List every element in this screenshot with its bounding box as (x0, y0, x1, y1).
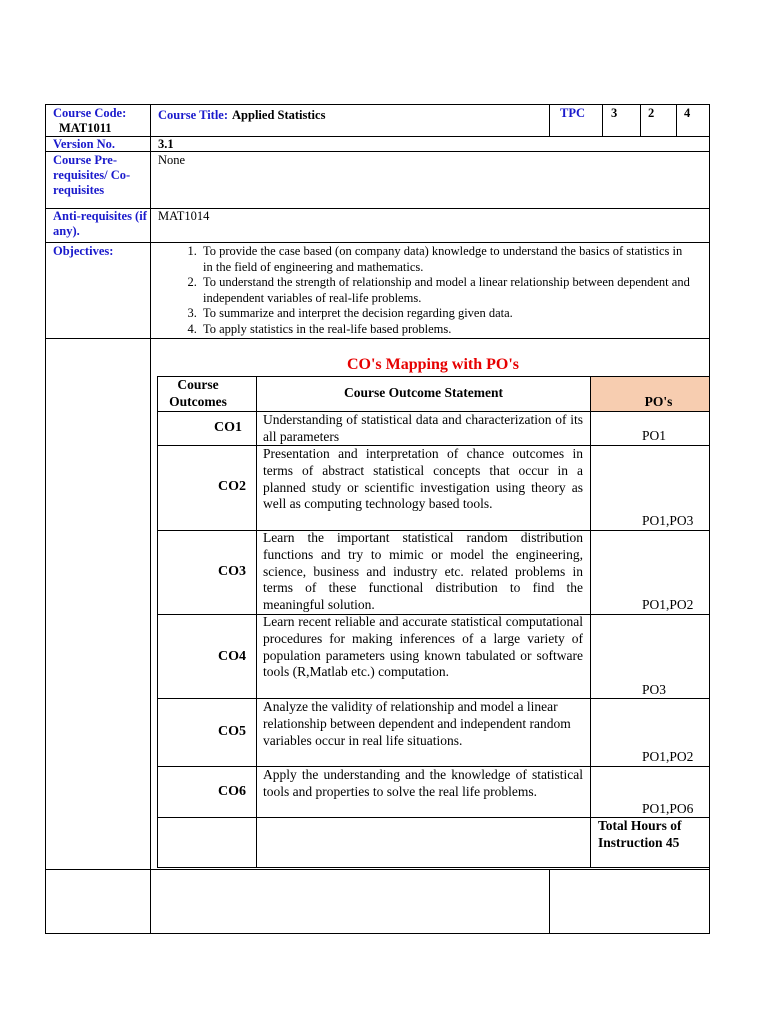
prereq-label: Course Pre-requisites/ Co-requisites (53, 153, 131, 197)
version-label: Version No. (53, 137, 116, 151)
co-label: CO2 (218, 479, 246, 494)
co-statement: Learn the important statistical random distribution functions and try to mimic or model the engineering, science, business and industry etc. related problems in terms of these functional distribution to find the meaningful solution. (263, 530, 583, 613)
tpc-practical: 2 (648, 106, 655, 120)
antireq-value: MAT1014 (158, 209, 210, 223)
co-label: CO3 (218, 564, 246, 579)
antireq-label: Anti-requisites (if any). (53, 209, 147, 238)
col-pos: PO's (644, 394, 673, 409)
co-po: PO1,PO2 (642, 597, 694, 612)
tpc-credits: 4 (684, 106, 691, 120)
co-statement: Presentation and interpretation of chance outcomes in terms of abstract statistical concepts that occur in a planned study or scientific investigation using theory as well as computing technology based tools. (263, 446, 583, 512)
objective-item: 1. To provide the case based (on company data) knowledge to understand the basics of statistics in in the field of engineering and mathematics. (200, 244, 695, 275)
co-po: PO1,PO3 (642, 513, 694, 528)
co-label: CO4 (218, 649, 246, 664)
prereq-value: None (158, 153, 186, 167)
col-statement: Course Outcome Statement (344, 385, 503, 400)
course-code-value: MAT1011 (59, 121, 112, 135)
co-label: CO6 (218, 784, 246, 799)
co-po: PO1 (642, 428, 667, 443)
objectives-label: Objectives: (53, 244, 114, 258)
co-po: PO1,PO6 (642, 801, 694, 816)
co-statement: Learn recent reliable and accurate statistical computational procedures for making inferences of a large variety of population parameters using known tabulated or software tools (R,Matlab etc.) computation. (263, 614, 583, 680)
total-hours: Total Hours of Instruction 45 (598, 818, 682, 850)
course-code-label: Course Code: (53, 106, 127, 120)
col-course-outcomes: Course Outcomes (169, 377, 227, 409)
co-po: PO3 (642, 682, 667, 697)
co-statement: Understanding of statistical data and characterization of its all parameters (263, 412, 583, 444)
course-title-value: Applied Statistics (232, 108, 326, 122)
objective-item: 3. To summarize and interpret the decision regarding given data. (200, 306, 695, 322)
co-statement: Apply the understanding and the knowledge of statistical tools and properties to solve the real life problems. (263, 767, 583, 799)
co-label: CO5 (218, 724, 246, 739)
co-statement: Analyze the validity of relationship and model a linear relationship between dependent and independent random variables occur in real life situations. (263, 699, 571, 748)
objective-item: 2. To understand the strength of relationship and model a linear relationship between dependent and independent variables of real-life problems. (200, 275, 695, 306)
co-po: PO1,PO2 (642, 749, 694, 764)
version-value: 3.1 (158, 137, 174, 151)
objective-item: 4. To apply statistics in the real-life based problems. (200, 322, 695, 338)
co-label: CO1 (214, 420, 242, 435)
tpc-theory: 3 (611, 106, 618, 120)
course-title-cell (158, 106, 548, 124)
tpc-label: TPC (560, 106, 585, 120)
course-title-label: Course Title: (158, 108, 229, 122)
objectives-list (150, 244, 695, 337)
mapping-title: CO's Mapping with PO's (346, 356, 520, 373)
course-code-cell (53, 106, 148, 136)
